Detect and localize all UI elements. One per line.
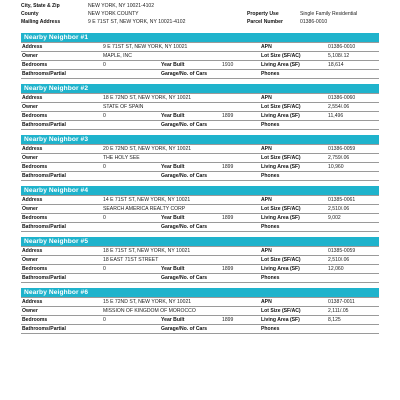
- garage-label: Garage/No. of Cars: [161, 224, 208, 230]
- owner-label: Owner: [22, 53, 38, 59]
- lot-size-label: Lot Size (SF/AC): [261, 206, 301, 212]
- mailing-address-value: 9 E 71ST ST, NEW YORK, NY 10021-4102: [88, 19, 186, 25]
- neighbor-detail-table: [21, 93, 379, 130]
- year-built-label: Year Built: [161, 266, 185, 272]
- address-value: 15 E 72ND ST, NEW YORK, NY 10021: [103, 299, 192, 305]
- phones-label: Phones: [261, 173, 280, 179]
- table-row: [21, 223, 379, 232]
- owner-value: THE HOLY SEE: [103, 155, 140, 161]
- bedrooms-label: Bedrooms: [22, 113, 48, 119]
- apn-value: 01386-0059: [328, 146, 356, 152]
- table-row: [21, 196, 379, 205]
- garage-label: Garage/No. of Cars: [161, 173, 208, 179]
- living-area-value: 18,614: [328, 62, 344, 68]
- apn-label: APN: [261, 146, 272, 152]
- lot-size-label: Lot Size (SF/AC): [261, 155, 301, 161]
- table-row: [21, 70, 379, 79]
- bathrooms-label: Bathrooms/Partial: [22, 275, 66, 281]
- table-row: [21, 43, 379, 52]
- phones-label: Phones: [261, 224, 280, 230]
- mailing-address-label: Mailing Address: [21, 19, 61, 25]
- year-built-label: Year Built: [161, 164, 185, 170]
- year-built-value: 1899: [222, 215, 234, 221]
- bedrooms-value: 0: [103, 317, 106, 323]
- garage-label: Garage/No. of Cars: [161, 326, 208, 332]
- garage-label: Garage/No. of Cars: [161, 122, 208, 128]
- garage-label: Garage/No. of Cars: [161, 275, 208, 281]
- lot-size-label: Lot Size (SF/AC): [261, 308, 301, 314]
- bathrooms-label: Bathrooms/Partial: [22, 326, 66, 332]
- section-title: Nearby Neighbor #5: [21, 237, 379, 246]
- bathrooms-label: Bathrooms/Partial: [22, 71, 66, 77]
- bedrooms-label: Bedrooms: [22, 266, 48, 272]
- bedrooms-label: Bedrooms: [22, 215, 48, 221]
- table-row: [21, 103, 379, 112]
- county-label: County: [21, 11, 39, 17]
- lot-size-value: 5,108/.12: [328, 53, 350, 59]
- lot-size-label: Lot Size (SF/AC): [261, 104, 301, 110]
- table-row: [21, 274, 379, 283]
- table-row: [21, 121, 379, 130]
- neighbor-section-4: [21, 186, 379, 232]
- living-area-label: Living Area (SF): [261, 113, 300, 119]
- owner-label: Owner: [22, 104, 38, 110]
- section-title: Nearby Neighbor #1: [21, 33, 379, 42]
- bedrooms-label: Bedrooms: [22, 317, 48, 323]
- parcel-number-label: Parcel Number: [247, 19, 283, 25]
- table-row: [21, 61, 379, 70]
- bathrooms-label: Bathrooms/Partial: [22, 173, 66, 179]
- living-area-label: Living Area (SF): [261, 317, 300, 323]
- living-area-value: 8,125: [328, 317, 341, 323]
- address-label: Address: [22, 95, 43, 101]
- phones-label: Phones: [261, 122, 280, 128]
- bedrooms-value: 0: [103, 266, 106, 272]
- phones-label: Phones: [261, 326, 280, 332]
- table-row: [21, 112, 379, 121]
- property-use-label: Property Use: [247, 11, 279, 17]
- table-row: [21, 52, 379, 61]
- table-row: [21, 172, 379, 181]
- living-area-value: 11,496: [328, 113, 344, 119]
- year-built-label: Year Built: [161, 215, 185, 221]
- apn-label: APN: [261, 44, 272, 50]
- lot-size-value: 2,111/.05: [328, 308, 349, 314]
- lot-size-label: Lot Size (SF/AC): [261, 53, 301, 59]
- living-area-label: Living Area (SF): [261, 266, 300, 272]
- bedrooms-value: 0: [103, 164, 106, 170]
- year-built-value: 1899: [222, 113, 234, 119]
- bedrooms-label: Bedrooms: [22, 164, 48, 170]
- address-label: Address: [22, 146, 43, 152]
- table-row: [21, 154, 379, 163]
- apn-value: 01386-0010: [328, 44, 356, 50]
- lot-size-value: 2,554/.06: [328, 104, 350, 110]
- garage-label: Garage/No. of Cars: [161, 71, 208, 77]
- section-title: Nearby Neighbor #3: [21, 135, 379, 144]
- owner-value: 18 EAST 71ST STREET: [103, 257, 159, 263]
- county-value: NEW YORK COUNTY: [88, 11, 139, 17]
- parcel-number-value: 01386-0010: [300, 19, 328, 25]
- property-use-value: Single Family Residential: [300, 11, 358, 17]
- address-value: 18 E 71ST ST, NEW YORK, NY 10021: [103, 248, 191, 254]
- year-built-value: 1910: [222, 62, 234, 68]
- city-state-zip-label: City, State & Zip: [21, 3, 60, 9]
- lot-size-value: 2,510/.06: [328, 206, 350, 212]
- year-built-value: 1899: [222, 317, 234, 323]
- owner-label: Owner: [22, 206, 38, 212]
- address-label: Address: [22, 299, 43, 305]
- living-area-value: 10,960: [328, 164, 344, 170]
- bathrooms-label: Bathrooms/Partial: [22, 122, 66, 128]
- bathrooms-label: Bathrooms/Partial: [22, 224, 66, 230]
- living-area-label: Living Area (SF): [261, 164, 300, 170]
- living-area-value: 9,002: [328, 215, 341, 221]
- table-row: [21, 145, 379, 154]
- table-row: [21, 256, 379, 265]
- year-built-value: 1899: [222, 266, 234, 272]
- neighbor-section-1: [21, 33, 379, 79]
- address-value: 14 E 71ST ST, NEW YORK, NY 10021: [103, 197, 191, 203]
- neighbor-detail-table: [21, 195, 379, 232]
- city-state-zip-value: NEW YORK, NY 10021-4102: [88, 3, 155, 9]
- apn-value: 01387-0011: [328, 299, 355, 305]
- apn-value: 01385-0059: [328, 248, 356, 254]
- table-row: [21, 247, 379, 256]
- address-label: Address: [22, 44, 43, 50]
- lot-size-value: 2,759/.06: [328, 155, 350, 161]
- table-row: [21, 205, 379, 214]
- neighbor-section-2: [21, 84, 379, 130]
- owner-label: Owner: [22, 155, 38, 161]
- bedrooms-value: 0: [103, 62, 106, 68]
- neighbor-detail-table: [21, 246, 379, 283]
- owner-label: Owner: [22, 308, 38, 314]
- neighbor-detail-table: [21, 42, 379, 79]
- section-title: Nearby Neighbor #6: [21, 288, 379, 297]
- table-row: [21, 307, 379, 316]
- section-title: Nearby Neighbor #4: [21, 186, 379, 195]
- year-built-value: 1899: [222, 164, 234, 170]
- phones-label: Phones: [261, 71, 280, 77]
- living-area-label: Living Area (SF): [261, 215, 300, 221]
- lot-size-value: 2,510/.06: [328, 257, 350, 263]
- owner-label: Owner: [22, 257, 38, 263]
- table-row: [21, 94, 379, 103]
- apn-label: APN: [261, 299, 272, 305]
- phones-label: Phones: [261, 275, 280, 281]
- neighbor-section-3: [21, 135, 379, 181]
- lot-size-label: Lot Size (SF/AC): [261, 257, 301, 263]
- bedrooms-value: 0: [103, 113, 106, 119]
- address-value: 9 E 71ST ST, NEW YORK, NY 10021: [103, 44, 188, 50]
- neighbor-section-6: [21, 288, 379, 334]
- bedrooms-value: 0: [103, 215, 106, 221]
- address-value: 18 E 72ND ST, NEW YORK, NY 10021: [103, 95, 192, 101]
- apn-label: APN: [261, 197, 272, 203]
- subject-property-summary: [21, 2, 379, 26]
- apn-value: 01385-0061: [328, 197, 356, 203]
- apn-label: APN: [261, 95, 272, 101]
- living-area-value: 12,060: [328, 266, 344, 272]
- table-row: [21, 325, 379, 334]
- living-area-label: Living Area (SF): [261, 62, 300, 68]
- owner-value: MISSION OF KINGDOM OF MOROCCO: [103, 308, 196, 314]
- apn-label: APN: [261, 248, 272, 254]
- year-built-label: Year Built: [161, 62, 185, 68]
- table-row: [21, 316, 379, 325]
- table-row: [21, 265, 379, 274]
- owner-value: STATE OF SPAIN: [103, 104, 144, 110]
- table-row: [21, 214, 379, 223]
- summary-row-county: [21, 10, 379, 18]
- table-row: [21, 163, 379, 172]
- summary-row-mailing: [21, 18, 379, 26]
- address-label: Address: [22, 197, 43, 203]
- year-built-label: Year Built: [161, 113, 185, 119]
- table-row: [21, 298, 379, 307]
- address-value: 20 E 72ND ST, NEW YORK, NY 10021: [103, 146, 192, 152]
- section-title: Nearby Neighbor #2: [21, 84, 379, 93]
- neighbor-detail-table: [21, 297, 379, 334]
- neighbor-section-5: [21, 237, 379, 283]
- summary-row-city: [21, 2, 379, 10]
- apn-value: 01386-0060: [328, 95, 356, 101]
- year-built-label: Year Built: [161, 317, 185, 323]
- owner-value: MAPLE, INC: [103, 53, 132, 59]
- neighbor-detail-table: [21, 144, 379, 181]
- address-label: Address: [22, 248, 43, 254]
- owner-value: SEARCH AMERICA REALTY CORP: [103, 206, 186, 212]
- bedrooms-label: Bedrooms: [22, 62, 48, 68]
